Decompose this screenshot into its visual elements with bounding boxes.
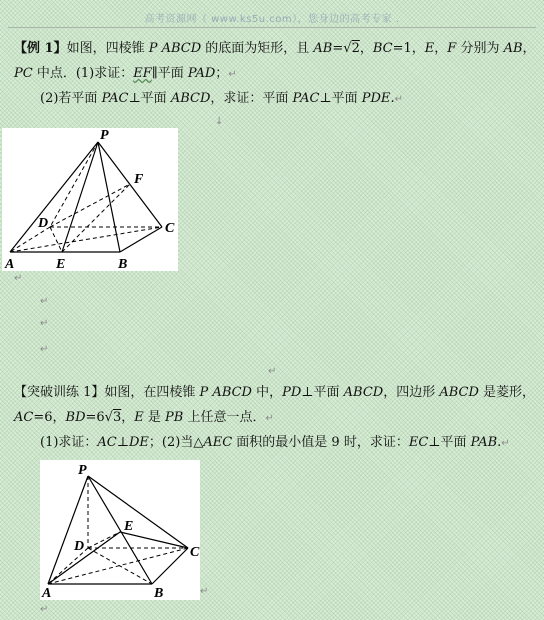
edge-PE xyxy=(62,142,98,252)
label-P: P xyxy=(100,128,109,143)
text: 中点．(1)求证： xyxy=(32,66,134,81)
paragraph-mark: ↓ xyxy=(215,116,224,127)
text: (2)若平面 xyxy=(40,91,102,106)
segment-DE xyxy=(50,227,62,252)
text: 分别为 xyxy=(456,41,504,56)
label-C: C xyxy=(190,545,200,560)
plane: PAD xyxy=(187,66,216,81)
radicand: 3 xyxy=(112,410,122,425)
figure2-svg xyxy=(40,460,200,600)
text: . xyxy=(497,435,502,450)
segment: PB xyxy=(165,410,184,425)
paragraph-mark: ↵ xyxy=(265,413,274,424)
segment: EF xyxy=(133,66,152,81)
text: 是 xyxy=(143,410,166,425)
text: =6， xyxy=(33,410,66,425)
label-F: F xyxy=(134,172,144,187)
segment: DE xyxy=(129,435,149,450)
text: ， xyxy=(522,41,536,56)
example1-line2 xyxy=(14,65,237,84)
radicand: 2 xyxy=(351,41,360,56)
paragraph-mark: ↵ xyxy=(40,604,49,615)
point: E xyxy=(134,410,144,425)
edge-PB xyxy=(88,476,152,584)
text: =6√ xyxy=(85,410,113,425)
text: 的底面为矩形，且 xyxy=(201,41,314,56)
plane: ABCD xyxy=(170,91,211,106)
label-C: C xyxy=(165,221,175,236)
figure1-svg xyxy=(2,128,178,271)
paragraph-mark: ↵ xyxy=(40,318,49,329)
edge-PA xyxy=(48,476,88,584)
figure1-pyramid xyxy=(2,128,178,271)
diagonal-DB xyxy=(88,548,152,584)
text: ⊥平面 xyxy=(428,435,471,450)
segment-EF xyxy=(62,184,130,252)
diagonal-AC xyxy=(48,548,188,584)
text: =1， xyxy=(392,41,425,56)
segment: AB xyxy=(503,41,523,56)
edge-BC xyxy=(120,227,162,252)
pyramid-name: P ABCD xyxy=(148,41,202,56)
training1-line2 xyxy=(14,409,274,428)
paragraph-mark: ↵ xyxy=(501,438,510,449)
training1-line1 xyxy=(14,384,535,402)
triangle: AEC xyxy=(203,435,233,450)
plane: PAC xyxy=(292,91,320,106)
text: . xyxy=(390,91,395,106)
paragraph-mark: ↵ xyxy=(228,69,237,80)
label-D: D xyxy=(38,216,49,231)
text: ⊥平面 xyxy=(319,91,362,106)
point: E xyxy=(424,41,435,56)
edge-BC xyxy=(152,548,188,584)
plane: PAC xyxy=(101,91,129,106)
plane: ABCD xyxy=(343,385,384,400)
plane: PDE xyxy=(361,91,391,106)
quadrilateral: ABCD xyxy=(439,385,479,400)
segment: PD xyxy=(282,385,302,400)
text: 上任意一点． xyxy=(183,410,266,425)
paragraph-mark: ↵ xyxy=(40,344,49,355)
label-B: B xyxy=(154,586,164,600)
pyramid-name: P ABCD xyxy=(199,385,252,400)
paragraph-mark: ↵ xyxy=(268,366,277,377)
label-A: A xyxy=(42,586,52,600)
text: 中， xyxy=(251,385,283,400)
header-divider xyxy=(8,27,536,28)
example1-tag: 【例 1】 xyxy=(14,41,67,56)
paragraph-mark: ↵ xyxy=(40,296,49,307)
text: 如图，四棱锥 xyxy=(66,41,149,56)
text: ； xyxy=(215,66,229,81)
text: ， xyxy=(121,410,135,425)
segment: AC xyxy=(97,435,117,450)
text: ， xyxy=(359,41,373,56)
diagonal-AC xyxy=(10,227,162,252)
paragraph-mark: ↵ xyxy=(200,586,209,597)
text: ， xyxy=(434,41,448,56)
figure2-pyramid xyxy=(40,460,200,600)
plane: PAB xyxy=(470,435,498,450)
text: (1)求证： xyxy=(40,435,98,450)
segment: EC xyxy=(408,435,429,450)
training1-line3 xyxy=(40,434,510,453)
paragraph-mark: ↵ xyxy=(394,94,403,105)
example1-line1 xyxy=(14,40,536,58)
segment: PC xyxy=(14,66,33,81)
edge-PC xyxy=(88,476,188,548)
label-A: A xyxy=(5,257,15,271)
label-P: P xyxy=(78,463,87,478)
text: ⊥平面 xyxy=(301,385,344,400)
page-header: 高考资源网（ www.ks5u.com），您身边的高考专家 . xyxy=(144,14,400,25)
text: ∥平面 xyxy=(151,66,188,81)
segment: BC xyxy=(372,41,393,56)
label-E: E xyxy=(124,519,134,534)
segment: BD xyxy=(65,410,86,425)
label-D: D xyxy=(74,539,85,554)
edge-PC xyxy=(98,142,162,227)
text: ⊥ xyxy=(116,435,129,450)
text: 是菱形， xyxy=(478,385,536,400)
example1-line3 xyxy=(40,90,403,109)
paragraph-mark: ↵ xyxy=(14,273,23,284)
segment: AC xyxy=(14,410,34,425)
point: F xyxy=(447,41,457,56)
segment: AB xyxy=(313,41,333,56)
text: ，求证：平面 xyxy=(210,91,293,106)
label-B: B xyxy=(118,257,128,271)
text: ；(2)当△ xyxy=(148,435,204,450)
text: 面积的最小值是 9 时，求证： xyxy=(232,435,409,450)
training1-tag: 【突破训练 1】 xyxy=(14,385,105,400)
text: =√ xyxy=(332,41,352,56)
label-E: E xyxy=(56,257,66,271)
segment-DE xyxy=(88,532,120,548)
text: ，四边形 xyxy=(383,385,440,400)
text: 如图，在四棱锥 xyxy=(104,385,200,400)
text: ⊥平面 xyxy=(128,91,171,106)
